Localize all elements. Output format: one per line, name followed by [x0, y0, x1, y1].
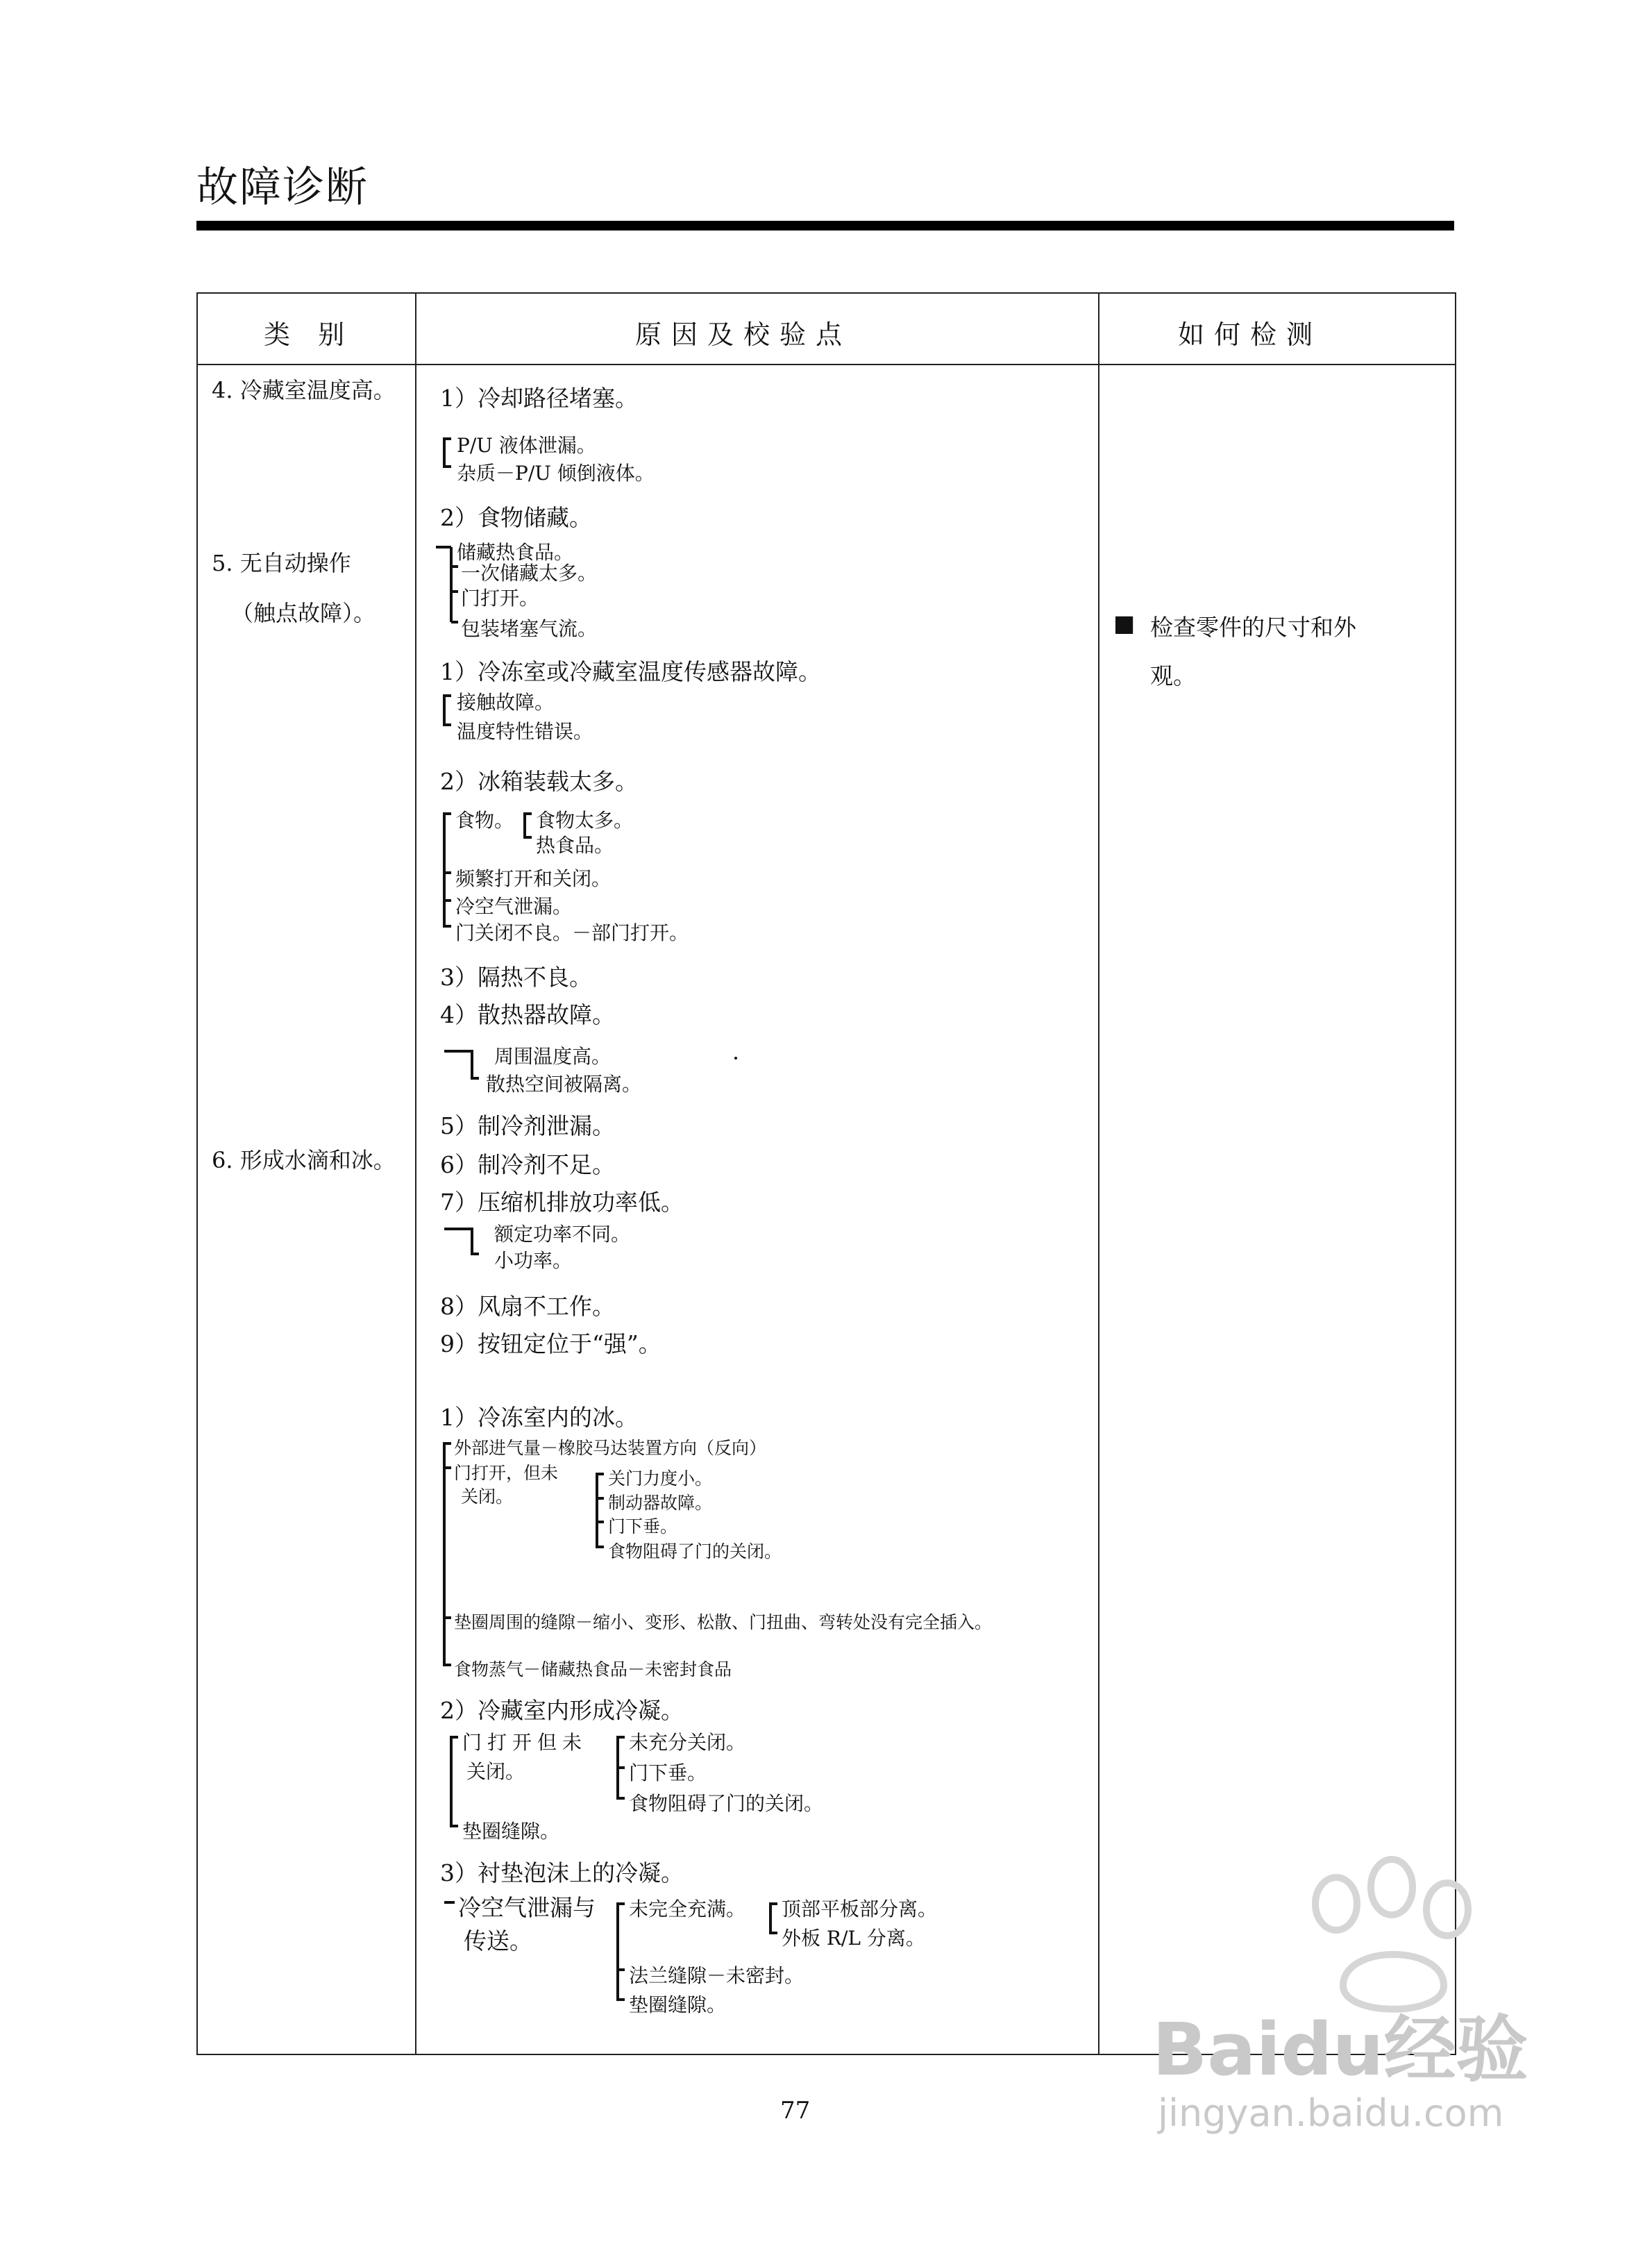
check-text-line2: 观。: [1150, 662, 1196, 689]
watermark-url: jingyan.baidu.com: [1158, 2091, 1504, 2135]
header-causes: 原因及校验点: [635, 319, 852, 350]
cause-subitem: 食物太多。: [536, 809, 634, 832]
cause-subitem: 门关闭不良。－部门打开。: [455, 921, 689, 944]
category-5: 5. 无自动操作: [212, 550, 351, 576]
cause-subitem: 关闭。: [461, 1487, 514, 1507]
cause-subitem: 顶部平板部分离。: [782, 1898, 938, 1920]
cause-subitem: 食物阻碍了门的关闭。: [608, 1541, 782, 1561]
cause-subitem: 额定功率不同。: [494, 1223, 631, 1246]
cause-subitem: 门打开，但未: [454, 1463, 559, 1483]
cause-item: 2）食物储藏。: [440, 504, 592, 531]
cause-subitem: 杂质－P/U 倾倒液体。: [457, 462, 655, 485]
cause-subitem: 冷空气泄漏。: [455, 895, 573, 918]
cause-subitem: 传送。: [464, 1927, 532, 1954]
cause-subitem: 门打开。: [461, 587, 539, 610]
cause-item: 4）散热器故障。: [440, 1001, 615, 1028]
cause-item: 1）冷冻室内的冰。: [440, 1404, 638, 1431]
cause-subitem: 制动器故障。: [608, 1493, 713, 1513]
cause-subitem: 小功率。: [494, 1249, 573, 1272]
cause-subitem: 包装堵塞气流。: [461, 617, 598, 640]
cause-item: 1）冷冻室或冷藏室温度传感器故障。: [440, 658, 821, 685]
page-title: 故障诊断: [196, 163, 369, 212]
cause-item: 8）风扇不工作。: [440, 1293, 615, 1320]
cause-subitem: 周围温度高。: [494, 1045, 612, 1068]
cause-subitem: 门下垂。: [608, 1516, 678, 1537]
bullet-square-icon: ■: [1113, 610, 1136, 637]
header-category: 类 别: [264, 319, 355, 350]
cause-subitem: 垫圈缝隙。: [629, 1993, 727, 2016]
cause-subitem: 垫圈缝隙。: [462, 1820, 560, 1843]
cause-subitem: 储藏热食品。: [457, 541, 574, 564]
cause-subitem: 食物阻碍了门的关闭。: [629, 1792, 824, 1815]
cause-item: 3）隔热不良。: [440, 964, 592, 991]
cause-item: 2）冷藏室内形成冷凝。: [440, 1697, 684, 1724]
cause-subitem: 冷空气泄漏与: [458, 1894, 596, 1921]
cause-item: 9）按钮定位于“强”。: [440, 1330, 661, 1357]
cause-item: 6）制冷剂不足。: [440, 1151, 615, 1178]
cause-item: 2）冰箱装载太多。: [440, 768, 638, 795]
cause-item: 7）压缩机排放功率低。: [440, 1189, 684, 1216]
cause-subitem: 一次储藏太多。: [461, 562, 598, 585]
cause-subitem: 接触故障。: [457, 691, 555, 714]
header-check: 如何检测: [1178, 319, 1323, 350]
cause-subitem: 门打开但未: [462, 1731, 588, 1754]
category-6: 6. 形成水滴和冰。: [212, 1147, 396, 1173]
cause-subitem: 关闭。: [466, 1760, 525, 1783]
cause-subitem: 法兰缝隙－未密封。: [629, 1964, 804, 1987]
cause-subitem: 外板 R/L 分离。: [782, 1927, 925, 1950]
watermark-brand: Baidu经验: [1152, 2007, 1528, 2092]
cause-subitem: P/U 液体泄漏。: [457, 434, 596, 457]
category-4: 4. 冷藏室温度高。: [212, 377, 396, 403]
cause-subitem: 垫圈周围的缝隙－缩小、变形、松散、门扭曲、弯转处没有完全插入。: [454, 1612, 993, 1632]
cause-subitem: 食物蒸气－储藏热食品－未密封食品: [454, 1659, 732, 1680]
cause-subitem: 食物。: [455, 809, 514, 832]
cause-item: 1）冷却路径堵塞。: [440, 385, 638, 412]
cause-subitem: 散热空间被隔离。: [486, 1073, 642, 1096]
cause-subitem: 关门力度小。: [608, 1468, 713, 1489]
cause-item: 5）制冷剂泄漏。: [440, 1112, 615, 1139]
cause-subitem: 温度特性错误。: [457, 720, 593, 743]
check-text-line1: 检查零件的尺寸和外: [1150, 614, 1356, 641]
cause-subitem: 未充分关闭。: [629, 1731, 746, 1754]
page-number: 77: [780, 2097, 811, 2125]
cause-subitem: 频繁打开和关闭。: [455, 867, 612, 890]
cause-item: 3）衬垫泡沫上的冷凝。: [440, 1859, 684, 1886]
cause-subitem: 外部进气量－橡胶马达装置方向（反向）: [454, 1438, 767, 1458]
cause-subitem: 未完全充满。: [629, 1898, 746, 1920]
cause-subitem: 门下垂。: [629, 1761, 707, 1784]
category-5-note: （触点故障）。: [231, 600, 376, 626]
cause-subitem: 热食品。: [536, 834, 614, 857]
